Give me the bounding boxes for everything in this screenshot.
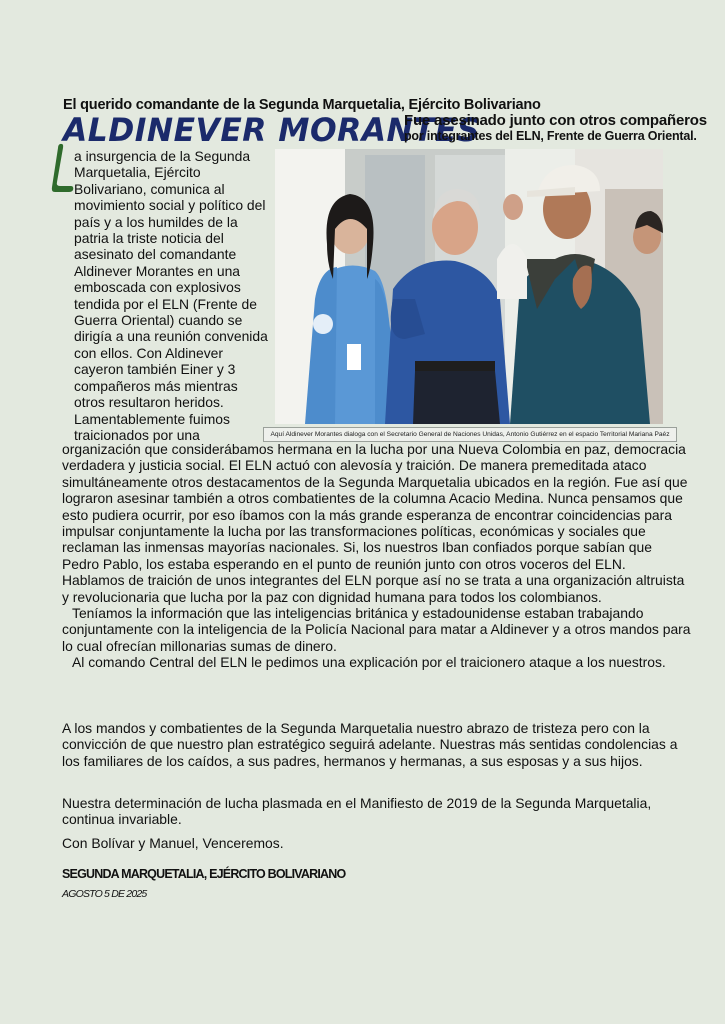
- subhead-line-2: por integrantes del ELN, Frente de Guerra Oriental.: [404, 129, 697, 143]
- paragraph-eln-request: Al comando Central del ELN le pedimos una explicación por el traicionero ataque a los nuestros.: [72, 654, 666, 671]
- determination-block: [62, 795, 692, 828]
- kicker: El querido comandante de la Segunda Marquetalia, Ejército Bolivariano: [63, 97, 541, 113]
- paragraph-condolences: A los mandos y combatientes de la Segunda Marquetalia nuestro abrazo de tristeza pero con la convicción de que nuestro plan estratégico seguirá adelante. Nuestras más sentidas condolencias a los familiares de los caídos, a sus padres, hermanos y hermanas, a sus esposas y a sus hijos.: [62, 720, 678, 769]
- subhead: [404, 113, 707, 143]
- condolences-block: [62, 720, 692, 769]
- headline: ALDINEVER MORANTES: [63, 111, 481, 149]
- paragraph-determination: Nuestra determinación de lucha plasmada en el Manifiesto de 2019 de la Segunda Marquetalia, continua invariable.: [62, 795, 652, 828]
- intro-column: [62, 148, 272, 443]
- intro-paragraph: a insurgencia de la Segunda Marquetalia, Ejército Bolivariano, comunica al movimiento social y político del país y a los humildes de la patria la triste noticia del asesinato del comandante Aldinever Morantes en una emboscada con explosivos tendida por el ELN (Frente de Guerra Oriental) cuando se dirigía a una reunión convenida con ellos. Con Aldinever cayeron también Einer y 3 compañeros más mientras otros resultaron heridos. Lamentablemente fuimos traicionados por una: [74, 148, 268, 443]
- closing-block: [62, 835, 692, 851]
- signature: SEGUNDA MARQUETALIA, EJÉRCITO BOLIVARIANO: [62, 867, 346, 881]
- main-text: [62, 441, 692, 671]
- subhead-line-1: Fue asesinado junto con otros compañeros: [404, 112, 707, 129]
- paragraph-intelligence: Teníamos la información que las inteligencias británica y estadounidense estaban trabajando conjuntamente con la inteligencia de la Policía Nacional para matar a Aldinever y a otros mandos para lo cual ofrecían millonarias sumas de dinero.: [62, 605, 691, 654]
- paragraph-closing: Con Bolívar y Manuel, Venceremos.: [62, 835, 284, 851]
- main-paragraph: organización que considerábamos hermana en la lucha por una Nueva Colombia en paz, democracia verdadera y justicia social. El ELN actuó con alevosía y traición. De manera premeditada ataco simultáneamente otros destacamentos de la Segunda Marquetalia ubicados en la región. Fue así que lograron asesinar también a otros combatientes de la columna Acacio Medina. Nunca pensamos que esto pudiera ocurrir, por eso íbamos con la más grande esperanza de encontrar coincidencias para impulsar conjuntamente la lucha por las transformaciones políticas, económicas y sociales que reclaman las inmensas mayorías nacionales. Si, los nuestros Iban confiados porque sabían que Pedro Pablo, los estaba esperando en el punto de reunión junto con otros voceros del ELN. Hablamos de traición de unos integrantes del ELN porque así no se trata a una organización altruista y revolucionaria que lucha por la paz con dignidad humana para todos los colombianos.: [62, 441, 688, 605]
- photo-caption: Aquí Aldinever Morantes dialoga con el Secretario General de Naciones Unidas, Antonio Gutiérrez en el espacio Territorial Mariana Paéz: [263, 427, 677, 442]
- news-photo: [275, 149, 663, 424]
- date: AGOSTO 5 DE 2025: [62, 888, 147, 900]
